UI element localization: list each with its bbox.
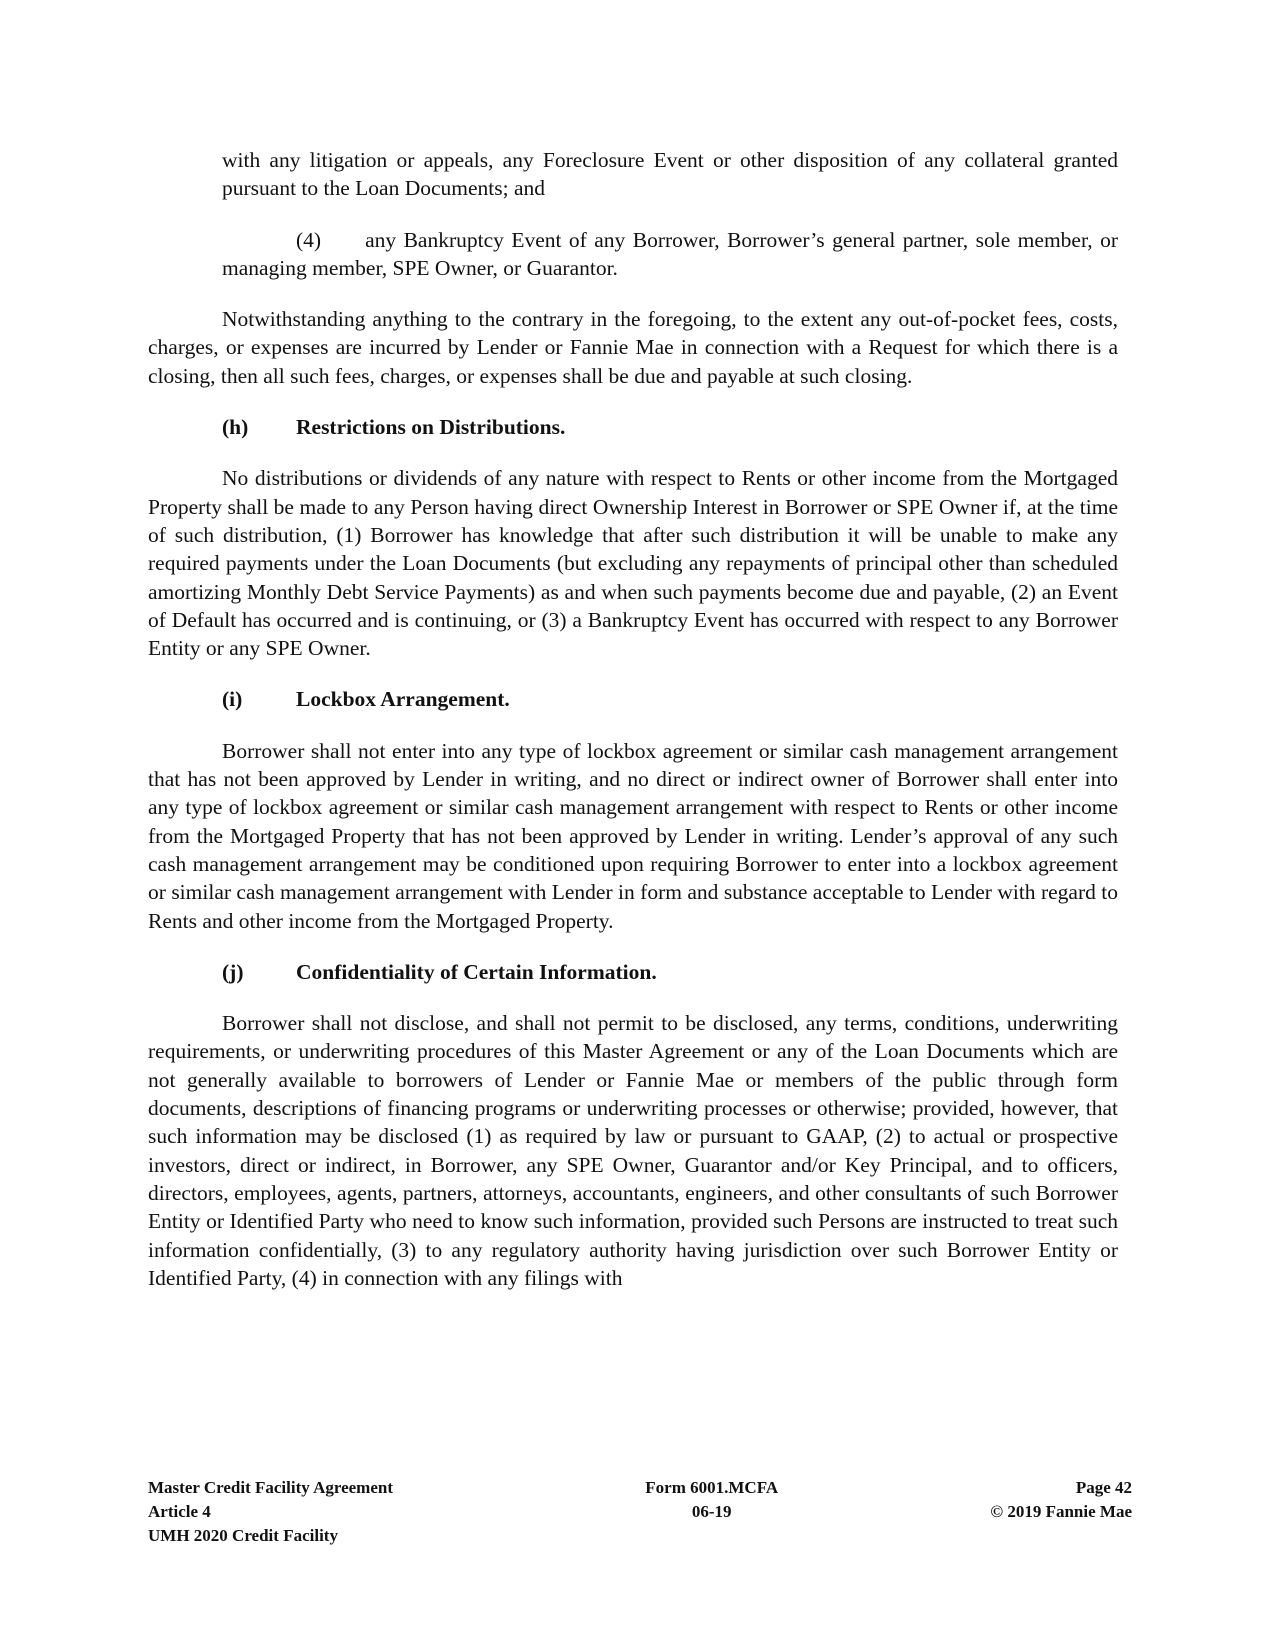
section-body-h: No distributions or dividends of any nature with respect to Rents or other income from the Mortgaged Property shall be made to any Person having direct Ownership Interest in Borrower or SPE Owner if, at the time of such distribution, (1) Borrower has knowledge that after such distribution it will be unable to make any required payments under the Loan Documents (but excluding any repayments of principal other than scheduled amortizing Monthly Debt Service Payments) as and when such payments become due and payable, (2) an Event of Default has occurred and is continuing, or (3) a Bankruptcy Event has occurred with respect to any Borrower Entity or any SPE Owner. [148,466,1118,661]
continuation-paragraph: with any litigation or appeals, any Foreclosure Event or other disposition of any collateral granted pursuant to the Loan Documents; and [222,148,1118,201]
footer-center [645,1476,778,1548]
section-heading-i [148,685,1118,713]
section-heading-j [148,958,1118,986]
footer-form-number: Form 6001.MCFA [645,1478,779,1497]
footer-copyright: © 2019 Fannie Mae [990,1502,1132,1521]
footer-facility-name: UMH 2020 Credit Facility [148,1526,338,1545]
footer-article: Article 4 [148,1502,211,1521]
footer-left [148,1476,393,1548]
list-item-4 [148,226,1118,283]
section-title: Restrictions on Distributions. [296,415,566,440]
section-body-j: Borrower shall not disclose, and shall not permit to be disclosed, any terms, conditions, underwriting requirements, or underwriting procedures of this Master Agreement or any of the Loan Documents which are not generally available to borrowers of Lender or Fannie Mae or members of the public through form documents, descriptions of financing programs or underwriting processes or otherwise; provided, however, that such information may be disclosed (1) as required by law or pursuant to GAAP, (2) to actual or prospective investors, direct or indirect, in Borrower, any SPE Owner, Guarantor and/or Key Principal, and to officers, directors, employees, agents, partners, attorneys, accountants, engineers, and other consultants of such Borrower Entity or Identified Party who need to know such information, provided such Persons are instructed to treat such information confidentially, (3) to any regulatory authority having jurisdiction over such Borrower Entity or Identified Party, (4) in connection with any filings with [148,1011,1118,1290]
footer-page-number: Page 42 [1075,1478,1132,1497]
notwithstanding-paragraph: Notwithstanding anything to the contrary in the foregoing, to the extent any out-of-pocket fees, costs, charges, or expenses are incurred by Lender or Fannie Mae in connection with a Request for which there is a closing, then all such fees, charges, or expenses shall be due and payable at such closing. [148,307,1118,388]
list-item-text: any Bankruptcy Event of any Borrower, Borrower’s general partner, sole member, or managing member, SPE Owner, or Guarantor. [222,227,1118,280]
footer-agreement-title: Master Credit Facility Agreement [148,1478,394,1497]
section-heading-h [148,413,1118,441]
section-number: (h) [222,415,249,440]
section-title: Lockbox Arrangement. [296,687,510,712]
section-number: (i) [222,687,243,712]
section-body-i: Borrower shall not enter into any type of lockbox agreement or similar cash management arrangement that has not been approved by Lender in writing, and no direct or indirect owner of Borrower shall enter into any type of lockbox agreement or similar cash management arrangement with respect to Rents or other income from the Mortgaged Property that has not been approved by Lender in writing. Lender’s approval of any such cash management arrangement may be conditioned upon requiring Borrower to enter into a lockbox agreement or similar cash management arrangement with Lender in form and substance acceptable to Lender with regard to Rents and other income from the Mortgaged Property. [148,738,1118,933]
footer-right [990,1476,1132,1548]
page-footer [148,1476,1132,1548]
footer-form-date: 06-19 [691,1502,732,1521]
document-body [148,146,1118,1292]
section-number: (j) [222,959,244,984]
list-item-number: (4) [296,227,322,252]
section-title: Confidentiality of Certain Information. [296,959,657,984]
